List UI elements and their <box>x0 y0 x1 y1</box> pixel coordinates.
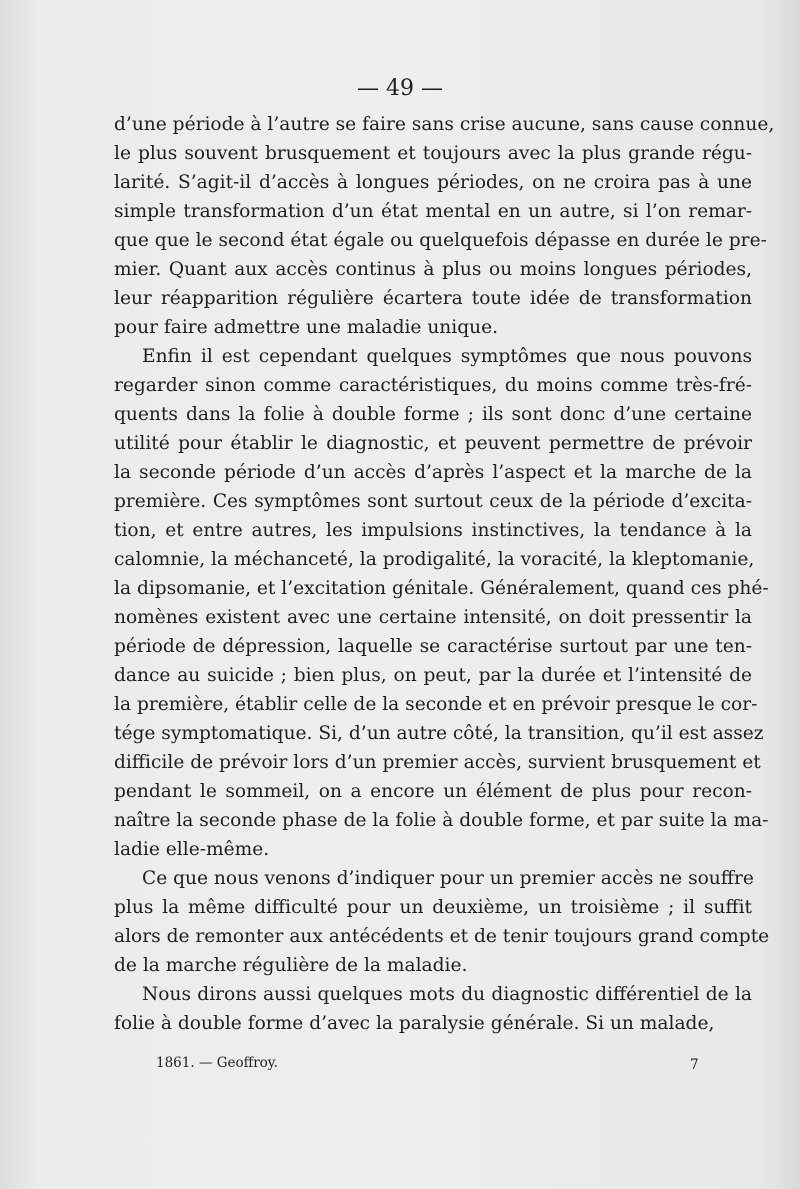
text-line: regarder sinon comme caractéristiques, du moins comme très-fré- <box>114 375 752 396</box>
text-line: calomnie, la méchanceté, la prodigalité, la voracité, la kleptomanie, <box>114 549 755 570</box>
text-line: simple transformation d’un état mental en un autre, si l’on remar- <box>114 201 752 222</box>
text-line: la seconde période d’un accès d’après l’aspect et la marche de la <box>114 462 752 483</box>
paragraph <box>114 342 769 864</box>
text-line: tion, et entre autres, les impulsions instinctives, la tendance à la <box>114 520 752 541</box>
text-line: naître la seconde phase de la folie à double forme, et par suite la ma- <box>114 810 769 831</box>
text-line: pour faire admettre une maladie unique. <box>114 317 499 338</box>
text-line: la première, établir celle de la seconde et en prévoir presque le cor- <box>114 694 758 715</box>
text-line: pendant le sommeil, on a encore un élément de plus pour recon- <box>114 781 752 802</box>
text-line: Enfin il est cependant quelques symptômes que nous pouvons <box>142 346 752 367</box>
text-line: alors de remonter aux antécédents et de tenir toujours grand compte <box>114 926 770 947</box>
text-line: folie à double forme d’avec la paralysie générale. Si un malade, <box>114 1013 715 1034</box>
sheet-mark: 7 <box>690 1057 699 1073</box>
text-line: le plus souvent brusquement et toujours avec la plus grande régu- <box>114 143 752 164</box>
text-line: dance au suicide ; bien plus, on peut, par la durée et l’intensité de <box>114 665 752 686</box>
text-line: quents dans la folie à double forme ; ils sont donc d’une certaine <box>114 404 752 425</box>
text-line: larité. S’agit-il d’accès à longues périodes, on ne croira pas à une <box>114 172 752 193</box>
text-line: plus la même difficulté pour un deuxième, un troisième ; il suffit <box>114 897 752 918</box>
text-line: ladie elle-même. <box>114 839 270 860</box>
text-line: d’une période à l’autre se faire sans crise aucune, sans cause connue, <box>114 114 775 135</box>
page-number: — 49 — <box>357 76 443 101</box>
text-line: mier. Quant aux accès continus à plus ou moins longues périodes, <box>114 259 752 280</box>
text-line: Nous dirons aussi quelques mots du diagnostic différentiel de la <box>142 984 752 1005</box>
text-line: leur réapparition régulière écartera toute idée de transformation <box>114 288 752 309</box>
paragraph <box>114 864 770 980</box>
text-line: nomènes existent avec une certaine intensité, on doit pressentir la <box>114 607 752 628</box>
text-line: Ce que nous venons d’indiquer pour un premier accès ne souffre <box>142 868 754 889</box>
text-line: période de dépression, laquelle se caractérise surtout par une ten- <box>114 636 752 657</box>
paragraph <box>114 980 752 1038</box>
text-line: que que le second état égale ou quelquefois dépasse en durée le pre- <box>114 230 767 251</box>
text-line: première. Ces symptômes sont surtout ceux de la période d’excita- <box>114 491 752 512</box>
paragraph <box>114 110 775 342</box>
footer-signature: 1861. — Geoffroy. <box>156 1055 278 1071</box>
text-line: difficile de prévoir lors d’un premier accès, survient brusquement et <box>114 752 761 773</box>
text-line: de la marche régulière de la maladie. <box>114 955 468 976</box>
text-line: utilité pour établir le diagnostic, et peuvent permettre de prévoir <box>114 433 752 454</box>
text-line: tége symptomatique. Si, d’un autre côté, la transition, qu’il est assez <box>114 723 764 744</box>
text-line: la dipsomanie, et l’excitation génitale. Généralement, quand ces phé- <box>114 578 769 599</box>
body-text <box>114 110 775 1038</box>
